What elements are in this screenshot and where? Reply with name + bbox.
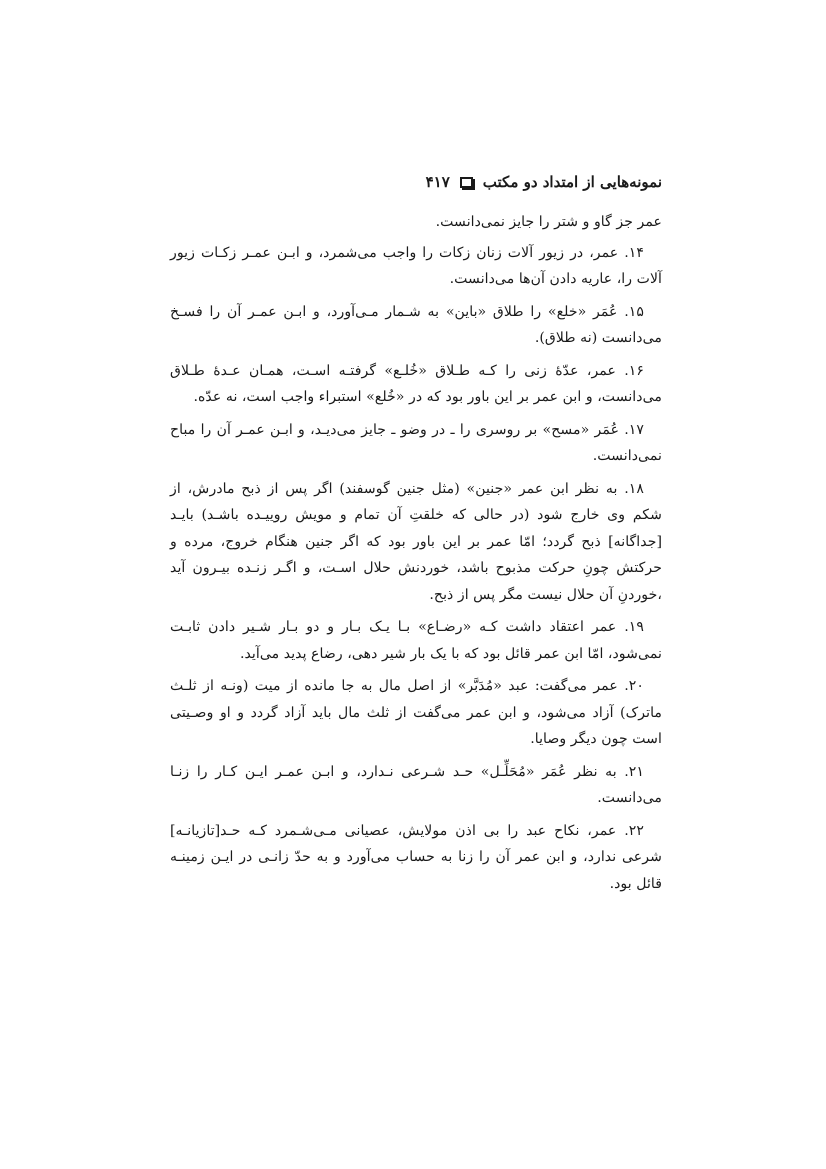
box-ornament-icon <box>460 177 473 188</box>
paragraph-item-22: ۲۲. عمر، نکاح عبد را بی اذن مولایش، عصیانی مـی‌شـمرد کـه حـد[تازیانـه] شرعی ندارد، و ابن عمر آن را زنا به حساب می‌آورد و به حدّ زانـی در ایـن زمینـه قائل بود. <box>170 822 662 892</box>
paragraph-item-20: ۲۰. عمر می‌گفت: عبد «مُدَبَّر» از اصل مال به جا مانده از میت (ونـه از ثلـث ماترک) آزاد می‌شود، و ابن عمر می‌گفت از ثلث مال باید آزاد گردد و او وصـیتی است چون دیگر وصایا. <box>170 678 662 747</box>
book-page <box>170 165 662 945</box>
paragraph-item-18: ۱۸. به نظر ابن عمر «جنین» (مثل جنین گوسفند) اگر پس از ذبح مادرش، از شکم وی خارج شود (در حالی که خلقتِ آن تمام و مویش روییـده باشـد) بایـد [جداگانه] ذبح گردد؛ امّا عمر بر این باور بود که اگر جنین هنگام خروج، مرده و حرکتش چونِ حرکت مذبوح باشد، خوردنش حلال اسـت، و اگـر زنـده بیـرون آید ،خوردنِ آن حلال نیست مگر پس از ذبح. <box>170 480 662 603</box>
body-text <box>170 209 662 897</box>
paragraph-item-15: ۱۵. عُمَر «خلع» را طلاق «باین» به شـمار مـی‌آورد، و ابـن عمـر آن را فسـخ می‌دانست (نه طلاق). <box>170 303 662 346</box>
paragraph-item-21: ۲۱. به نظر عُمَر «مُحَلِّـل» حـد شـرعی نـدارد، و ابـن عمـر ایـن کـار را زنـا می‌دانست. <box>170 763 662 806</box>
paragraph-item-19: ۱۹. عمر اعتقاد داشت کـه «رضـاع» بـا یـک بـار و دو بـار شـیر دادن ثابـت نمی‌شود، امّا ابن عمر قائل بود که با یک بار شیر دهی، رضاع پدید می‌آید. <box>170 619 662 662</box>
paragraph-item-14: ۱۴. عمر، در زیور آلات زنان زکات را واجب می‌شمرد، و ابـن عمـر زکـات زیور آلات را، عاریه دادن آن‌ها می‌دانست. <box>170 244 662 287</box>
chapter-title: نمونه‌هایی از امتداد دو مکتب <box>482 173 662 191</box>
paragraph-continuation: عمر جز گاو و شتر را جایز نمی‌دانست. <box>435 214 662 230</box>
running-header <box>170 167 662 197</box>
page-number: ۴۱۷ <box>425 173 450 191</box>
paragraph-item-17: ۱۷. عُمَر «مسح» بر روسری را ـ در وضو ـ جایز می‌دیـد، و ابـن عمـر آن را مباح نمی‌دانست. <box>170 421 662 464</box>
paragraph-item-16: ۱۶. عمر، عدّهٔ زنی را کـه طـلاق «خُلـع» گرفتـه اسـت، همـان عـدهٔ طـلاق می‌دانست، و ابن عمر بر این باور بود که در «خُلع» استبراء واجب است، نه عدّه. <box>170 362 662 405</box>
